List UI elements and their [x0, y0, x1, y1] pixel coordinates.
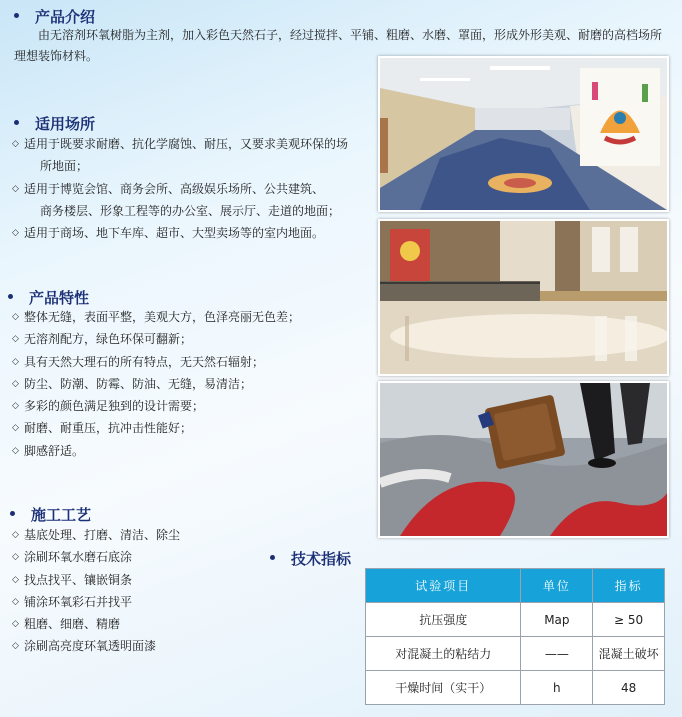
bullet-dot-icon: [14, 120, 19, 125]
specs-heading: [270, 548, 351, 569]
list-item: ◇ 涂刷环氧水磨石底涂: [14, 546, 314, 568]
list-item-continuation: 所地面；: [40, 159, 89, 174]
bullet-dot-icon: [270, 555, 275, 560]
cell-value: 混凝土破坏: [593, 637, 665, 671]
list-item: ◇ 具有天然大理石的所有特点，无天然石辐射；: [14, 351, 374, 373]
cell-item: 干燥时间（实干）: [366, 671, 521, 705]
luggage-photo-image: [380, 383, 667, 536]
cell-item: 抗压强度: [366, 603, 521, 637]
list-item: ◇ 多彩的颜色满足独到的设计需要；: [14, 395, 374, 417]
cell-item: 对混凝土的粘结力: [366, 637, 521, 671]
list-item: ◇ 适用于博览会馆、商务会所、高级娱乐场所、公共建筑、: [14, 178, 374, 200]
lobby-photo: [378, 219, 669, 376]
specs-title: 技术指标: [291, 550, 352, 568]
list-item: ◇ 适用于商场、地下车库、超市、大型卖场等的室内地面。: [14, 222, 374, 244]
list-item: ◇ 无溶剂配方，绿色环保可翻新；: [14, 328, 374, 350]
header-value: 指标: [593, 569, 665, 603]
intro-heading: [14, 6, 95, 27]
list-item: ◇ 脚感舒适。: [14, 440, 374, 462]
list-item: ◇ 整体无缝，表面平整，美观大方，色泽亮丽无色差；: [14, 306, 374, 328]
corridor-photo: [378, 56, 669, 212]
list-item: ◇ 防尘、防潮、防霉、防油、无缝，易清洁；: [14, 373, 374, 395]
cell-value: ≥ 50: [593, 603, 665, 637]
usage-title: 适用场所: [35, 115, 96, 133]
intro-body: 由无溶剂环氧树脂为主剂，加入彩色天然石子，经过搅拌、平铺、粗磨、水磨、罩面，形成外形美观、耐磨的高档场所理想装饰材料。: [14, 28, 663, 63]
list-item: ◇ 适用于既要求耐磨、抗化学腐蚀、耐压，又要求美观环保的场: [14, 133, 374, 155]
list-item: ◇ 粗磨、细磨、精磨: [14, 613, 314, 635]
list-item: ◇ 基底处理、打磨、清洁、除尘: [14, 524, 314, 546]
list-item: ◇ 铺涂环氧彩石并找平: [14, 591, 314, 613]
process-list: [14, 524, 314, 658]
cell-unit: ——: [521, 637, 593, 671]
cell-unit: h: [521, 671, 593, 705]
corridor-photo-image: [380, 58, 667, 210]
bullet-dot-icon: [14, 13, 19, 18]
bullet-dot-icon: [10, 511, 15, 516]
header-unit: 单位: [521, 569, 593, 603]
process-title: 施工工艺: [31, 506, 92, 524]
usage-list: [14, 133, 374, 244]
list-item: ◇ 涂刷高亮度环氧透明面漆: [14, 635, 314, 657]
header-test-item: 试验项目: [366, 569, 521, 603]
bullet-dot-icon: [8, 294, 13, 299]
specs-table: [365, 568, 665, 705]
cell-value: 48: [593, 671, 665, 705]
features-list: [14, 306, 374, 462]
process-heading: [10, 504, 91, 525]
table-row: [366, 637, 665, 671]
table-header-row: [366, 569, 665, 603]
cell-unit: Map: [521, 603, 593, 637]
list-item: ◇ 找点找平、镶嵌铜条: [14, 569, 314, 591]
intro-title: 产品介绍: [35, 8, 96, 26]
luggage-photo: [378, 381, 669, 538]
table-row: [366, 671, 665, 705]
lobby-photo-image: [380, 221, 667, 374]
usage-heading: [14, 113, 95, 134]
list-item: ◇ 耐磨、耐重压，抗冲击性能好；: [14, 417, 374, 439]
table-row: [366, 603, 665, 637]
list-item-continuation: 商务楼层、形象工程等的办公室、展示厅、走道的地面；: [40, 203, 341, 218]
features-title: 产品特性: [29, 289, 90, 307]
features-heading: [8, 287, 89, 308]
